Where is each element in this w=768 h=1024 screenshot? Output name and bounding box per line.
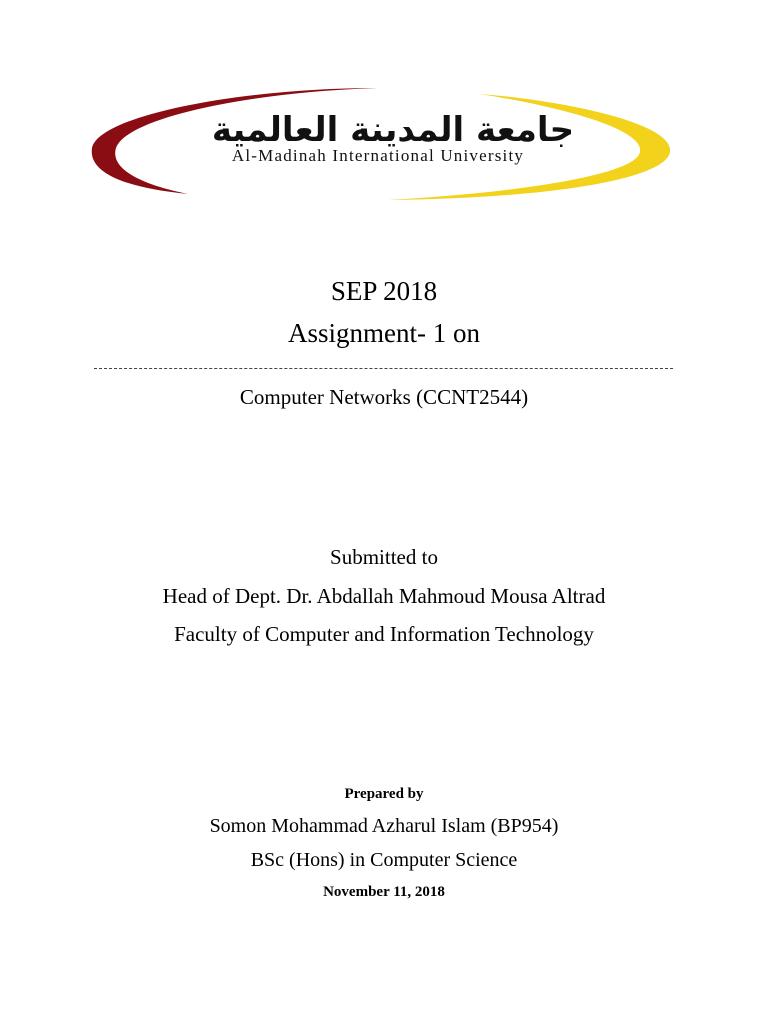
degree-program: BSc (Hons) in Computer Science: [250, 849, 518, 871]
recipient-name: Head of Dept. Dr. Abdallah Mahmoud Mousa Altrad: [162, 584, 606, 608]
faculty-name: Faculty of Computer and Information Technology: [174, 622, 594, 646]
course-title: Computer Networks (CCNT2544): [239, 385, 529, 409]
university-logo: [88, 86, 678, 204]
dashed-divider: [94, 368, 673, 369]
assignment-heading: Assignment- 1 on: [288, 318, 480, 348]
logo-arabic-text: جامعة المدينة العالمية: [211, 110, 575, 150]
submission-date: November 11, 2018: [323, 884, 445, 900]
term-heading: SEP 2018: [330, 276, 438, 306]
logo-english-text: Al-Madinah International University: [231, 146, 525, 165]
submitted-to-label: Submitted to: [330, 545, 438, 569]
university-logo-graphic: [88, 86, 678, 204]
student-name: Somon Mohammad Azharul Islam (BP954): [209, 815, 559, 837]
prepared-by-label: Prepared by: [344, 786, 424, 802]
